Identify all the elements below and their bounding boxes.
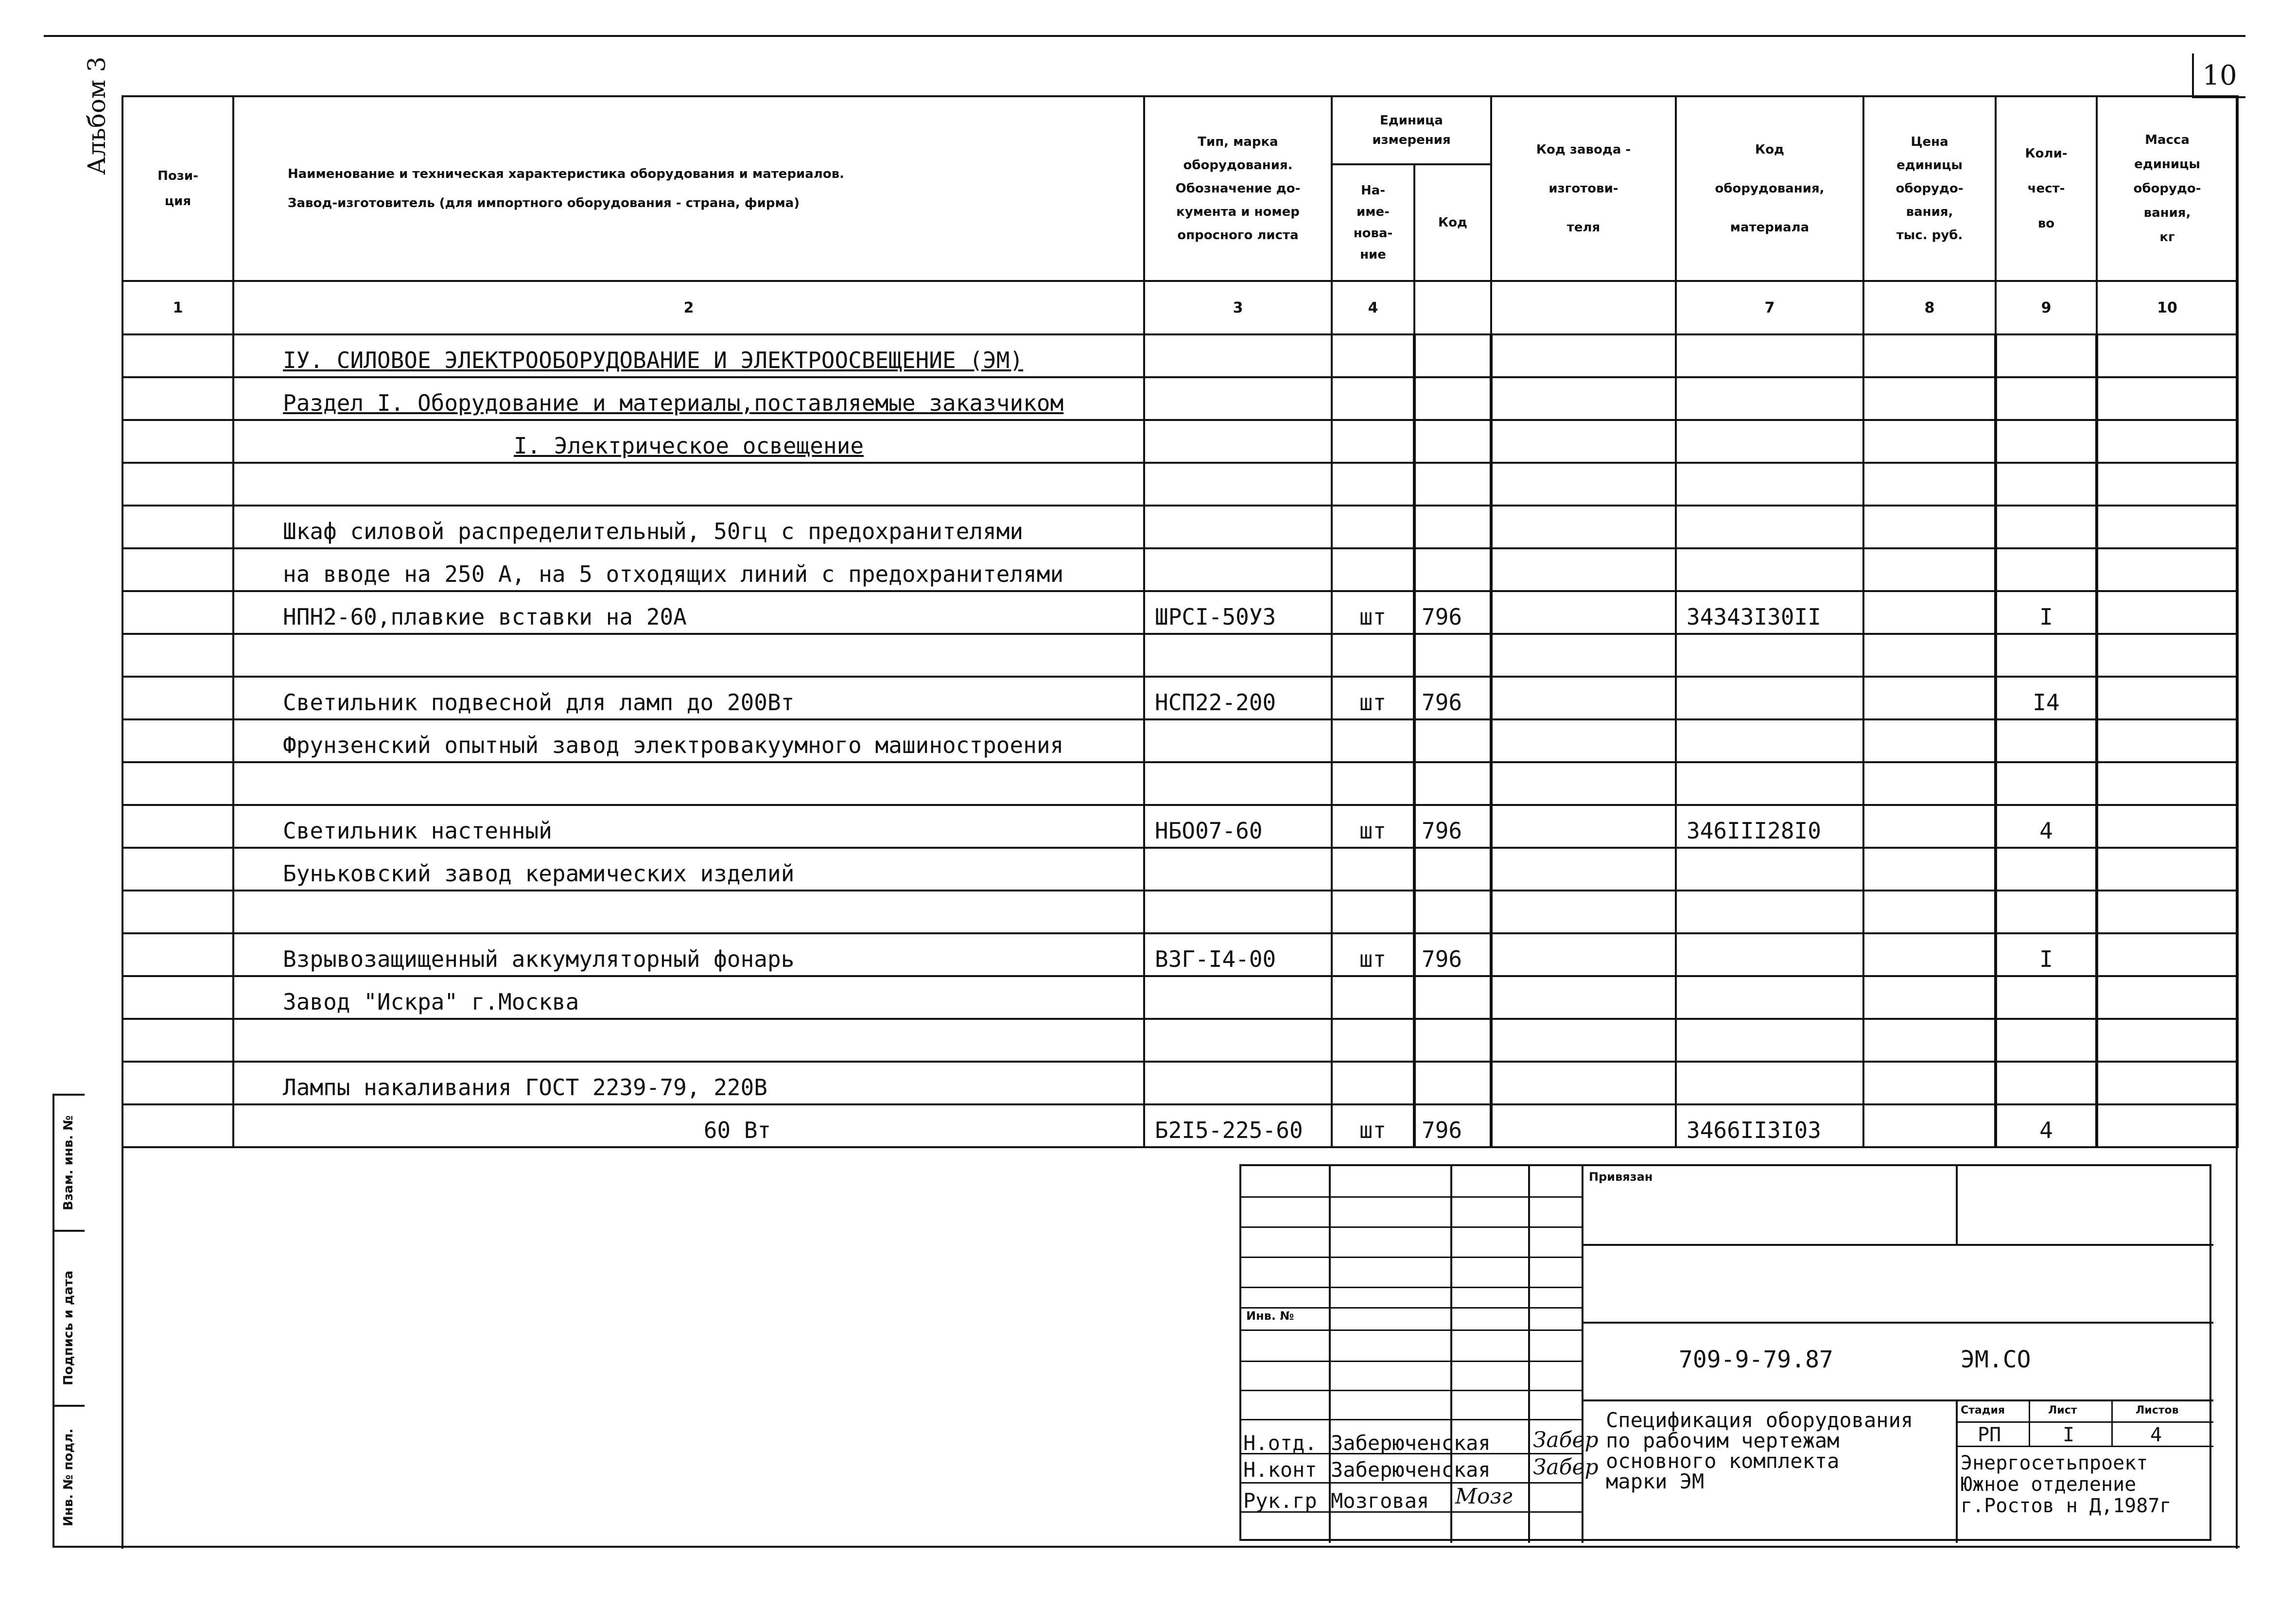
cell-type <box>1144 1062 1332 1104</box>
cell-price <box>1863 719 1996 762</box>
cell-type: Б2I5-225-60 <box>1144 1104 1332 1147</box>
table-row <box>122 634 2238 677</box>
cell-pos <box>122 1104 233 1147</box>
cell-mass <box>2097 891 2238 933</box>
cell-name <box>233 463 1144 506</box>
cell-plant <box>1491 334 1676 377</box>
cell-plant <box>1491 719 1676 762</box>
tb-line <box>1241 1329 1583 1331</box>
cell-name <box>233 1019 1144 1062</box>
tb-line <box>1582 1399 2213 1401</box>
staff-role: Рук.гр <box>1243 1489 1317 1513</box>
cell-name: Светильник настенный <box>233 805 1144 848</box>
inv-number-label: Инв. № <box>1246 1309 1294 1323</box>
staff-name: Мозговая <box>1331 1489 1429 1513</box>
cell-unit <box>1332 506 1414 548</box>
cell-name: Шкаф силовой распределительный, 50гц с предохранителями <box>233 506 1144 548</box>
cell-plant <box>1491 591 1676 634</box>
cell-code: 796 <box>1414 805 1491 848</box>
tb-line <box>1241 1307 1583 1309</box>
description-line: по рабочим чертежам <box>1606 1429 1840 1452</box>
tb-line <box>1241 1287 1583 1288</box>
header-plant-code: Код завода - изготови- теля <box>1491 96 1676 281</box>
header-unit-code: Код <box>1414 164 1491 281</box>
cell-unit <box>1332 719 1414 762</box>
header-position: Пози- ция <box>122 96 233 281</box>
cell-qty: I4 <box>1996 677 2097 719</box>
cell-qty <box>1996 634 2097 677</box>
tb-line <box>1582 1322 2213 1324</box>
header-unit: Единица измерения <box>1332 96 1491 164</box>
cell-price <box>1863 591 1996 634</box>
cell-mass <box>2097 420 2238 463</box>
organization-line: Энергосетьпроект <box>1961 1452 2148 1474</box>
cell-pos <box>122 591 233 634</box>
cell-mass <box>2097 506 2238 548</box>
table-row <box>122 762 2238 805</box>
cell-code <box>1414 1062 1491 1104</box>
tb-line <box>1582 1244 2213 1246</box>
cell-name: Завод "Искра" г.Москва <box>233 976 1144 1019</box>
cell-price <box>1863 548 1996 591</box>
cell-qty <box>1996 548 2097 591</box>
stage-value: РП <box>1978 1424 2001 1446</box>
cell-mass <box>2097 933 2238 976</box>
cell-mass <box>2097 634 2238 677</box>
header-name <box>233 96 1144 281</box>
cell-mcode <box>1676 506 1863 548</box>
cell-mass <box>2097 1019 2238 1062</box>
cell-name: НПН2-60,плавкие вставки на 20А <box>233 591 1144 634</box>
cell-mcode <box>1676 334 1863 377</box>
cell-mcode: 3466II3I03 <box>1676 1104 1863 1147</box>
table-row <box>122 976 2238 1019</box>
tb-line <box>1241 1226 1583 1228</box>
cell-type <box>1144 548 1332 591</box>
cell-pos <box>122 891 233 933</box>
cell-mass <box>2097 719 2238 762</box>
cell-price <box>1863 976 1996 1019</box>
cell-code <box>1414 548 1491 591</box>
cell-type: НБО07-60 <box>1144 805 1332 848</box>
cell-unit <box>1332 634 1414 677</box>
sheet-label: Лист <box>2048 1404 2077 1416</box>
cell-type: ШРСI-50УЗ <box>1144 591 1332 634</box>
cell-code <box>1414 463 1491 506</box>
cell-mass <box>2097 805 2238 848</box>
cell-pos <box>122 805 233 848</box>
cell-code: 796 <box>1414 677 1491 719</box>
cell-mcode <box>1676 762 1863 805</box>
cell-code <box>1414 1019 1491 1062</box>
cell-mass <box>2097 463 2238 506</box>
cell-code <box>1414 762 1491 805</box>
cell-qty: 4 <box>1996 805 2097 848</box>
cell-unit: шт <box>1332 591 1414 634</box>
column-number: 1 <box>122 281 233 334</box>
cell-price <box>1863 420 1996 463</box>
cell-unit <box>1332 334 1414 377</box>
cell-plant <box>1491 762 1676 805</box>
cell-plant <box>1491 420 1676 463</box>
cell-mcode <box>1676 976 1863 1019</box>
cell-plant <box>1491 976 1676 1019</box>
tb-line <box>1956 1166 1958 1244</box>
cell-qty <box>1996 762 2097 805</box>
signature: Забер <box>1533 1455 1599 1480</box>
side-cell-original-inv: Инв. № подл. <box>61 1428 76 1526</box>
cell-mcode: 34343I30II <box>1676 591 1863 634</box>
organization-line: г.Ростов н Д,1987г <box>1961 1495 2172 1517</box>
header-equipment-code: Код оборудования, материала <box>1676 96 1863 281</box>
description-line: основного комплекта <box>1606 1449 1840 1473</box>
tb-line <box>2111 1399 2113 1446</box>
document-mark: ЭМ.СО <box>1961 1346 2031 1373</box>
table-row <box>122 334 2238 377</box>
cell-type <box>1144 1019 1332 1062</box>
column-number: 7 <box>1676 281 1863 334</box>
header-unit-name: На- име- нова- ние <box>1332 164 1414 281</box>
cell-pos <box>122 377 233 420</box>
tb-line <box>1956 1421 2213 1423</box>
table-row <box>122 719 2238 762</box>
cell-price <box>1863 377 1996 420</box>
cell-unit: шт <box>1332 933 1414 976</box>
tb-line <box>1241 1257 1583 1258</box>
cell-mcode <box>1676 677 1863 719</box>
cell-unit <box>1332 548 1414 591</box>
staff-role: Н.отд. <box>1243 1431 1317 1455</box>
cell-name: Раздел I. Оборудование и материалы,поставляемые заказчиком <box>233 377 1144 420</box>
cell-mass <box>2097 1062 2238 1104</box>
cell-qty <box>1996 719 2097 762</box>
header-type: Тип, марка оборудования. Обозначение до- кумента и номер опросного листа <box>1144 96 1332 281</box>
cell-name <box>233 634 1144 677</box>
side-strip <box>52 1094 85 1548</box>
cell-pos <box>122 548 233 591</box>
table-row <box>122 805 2238 848</box>
cell-qty <box>1996 891 2097 933</box>
cell-qty <box>1996 506 2097 548</box>
cell-qty: I <box>1996 933 2097 976</box>
cell-qty <box>1996 420 2097 463</box>
table-row <box>122 848 2238 891</box>
cell-mcode <box>1676 1019 1863 1062</box>
cell-name: Светильник подвесной для ламп до 200Вт <box>233 677 1144 719</box>
tb-line <box>1528 1166 1530 1543</box>
cell-type <box>1144 334 1332 377</box>
header-quantity: Коли- чест- во <box>1996 96 2097 281</box>
cell-price <box>1863 463 1996 506</box>
specification-table <box>122 95 2239 1148</box>
cell-pos <box>122 420 233 463</box>
cell-plant <box>1491 805 1676 848</box>
cell-price <box>1863 933 1996 976</box>
tb-line <box>1241 1361 1583 1362</box>
cell-plant <box>1491 463 1676 506</box>
cell-price <box>1863 848 1996 891</box>
cell-type <box>1144 420 1332 463</box>
cell-qty: 4 <box>1996 1104 2097 1147</box>
cell-mcode <box>1676 548 1863 591</box>
organization-line: Южное отделение <box>1961 1473 2137 1496</box>
cell-mcode <box>1676 463 1863 506</box>
tb-line <box>1241 1196 1583 1198</box>
cell-unit <box>1332 1019 1414 1062</box>
column-number: 8 <box>1863 281 1996 334</box>
cell-unit: шт <box>1332 1104 1414 1147</box>
cell-qty <box>1996 1019 2097 1062</box>
signature: Мозг <box>1455 1484 1513 1509</box>
header-price: Цена единицы оборудо- вания, тыс. руб. <box>1863 96 1996 281</box>
cell-mcode <box>1676 420 1863 463</box>
side-cell-replaced-inv: Взам. инв. № <box>54 1096 85 1232</box>
cell-unit <box>1332 762 1414 805</box>
cell-price <box>1863 634 1996 677</box>
cell-price <box>1863 1062 1996 1104</box>
cell-unit: шт <box>1332 805 1414 848</box>
cell-name: Буньковский завод керамических изделий <box>233 848 1144 891</box>
header-mass: Масса единицы оборудо- вания, кг <box>2097 96 2238 281</box>
cell-price <box>1863 334 1996 377</box>
cell-unit <box>1332 420 1414 463</box>
cell-price <box>1863 1104 1996 1147</box>
cell-qty <box>1996 377 2097 420</box>
cell-mass <box>2097 976 2238 1019</box>
cell-code <box>1414 334 1491 377</box>
table-row <box>122 591 2238 634</box>
stage-label: Стадия <box>1961 1404 2005 1416</box>
cell-type <box>1144 976 1332 1019</box>
cell-plant <box>1491 848 1676 891</box>
cell-plant <box>1491 377 1676 420</box>
cell-type <box>1144 634 1332 677</box>
cell-type: НСП22-200 <box>1144 677 1332 719</box>
table-row <box>122 377 2238 420</box>
cell-code <box>1414 848 1491 891</box>
cell-mcode <box>1676 1062 1863 1104</box>
table-row <box>122 463 2238 506</box>
cell-pos <box>122 1019 233 1062</box>
cell-plant <box>1491 1104 1676 1147</box>
cell-mcode: 346III28I0 <box>1676 805 1863 848</box>
table-row <box>122 548 2238 591</box>
description-line: Спецификация оборудования <box>1606 1408 1913 1432</box>
cell-qty <box>1996 976 2097 1019</box>
cell-pos <box>122 334 233 377</box>
cell-pos <box>122 848 233 891</box>
cell-qty <box>1996 848 2097 891</box>
cell-code <box>1414 377 1491 420</box>
cell-mass <box>2097 848 2238 891</box>
cell-plant <box>1491 933 1676 976</box>
cell-mcode <box>1676 933 1863 976</box>
cell-unit <box>1332 976 1414 1019</box>
cell-price <box>1863 1019 1996 1062</box>
cell-mass <box>2097 1104 2238 1147</box>
cell-mcode <box>1676 377 1863 420</box>
cell-mcode <box>1676 848 1863 891</box>
document-code: 709-9-79.87 <box>1679 1346 1833 1373</box>
cell-price <box>1863 762 1996 805</box>
cell-pos <box>122 976 233 1019</box>
cell-qty <box>1996 334 2097 377</box>
cell-pos <box>122 634 233 677</box>
cell-name <box>233 762 1144 805</box>
staff-name: Заберюченская <box>1331 1458 1491 1482</box>
cell-mass <box>2097 591 2238 634</box>
cell-pos <box>122 762 233 805</box>
top-border-line <box>44 35 2245 37</box>
tb-line <box>1241 1419 1583 1420</box>
cell-code <box>1414 634 1491 677</box>
cell-code <box>1414 420 1491 463</box>
tb-line <box>1241 1390 1583 1391</box>
table-row <box>122 506 2238 548</box>
cell-code: 796 <box>1414 1104 1491 1147</box>
cell-name: Лампы накаливания ГОСТ 2239-79, 220В <box>233 1062 1144 1104</box>
table-row <box>122 933 2238 976</box>
cell-code: 796 <box>1414 591 1491 634</box>
cell-qty <box>1996 463 2097 506</box>
cell-plant <box>1491 634 1676 677</box>
cell-plant <box>1491 891 1676 933</box>
privyazan-label: Привязан <box>1589 1170 1653 1184</box>
tb-line <box>1450 1166 1452 1543</box>
table-row <box>122 677 2238 719</box>
sheets-label: Листов <box>2136 1404 2179 1416</box>
header-name-line2: Завод-изготовитель (для импортного оборудования - страна, фирма) <box>288 196 800 210</box>
staff-name: Заберюченская <box>1331 1431 1491 1455</box>
title-block <box>1239 1164 2211 1541</box>
signature: Забер <box>1533 1428 1599 1452</box>
cell-name <box>233 891 1144 933</box>
cell-price <box>1863 506 1996 548</box>
cell-type <box>1144 463 1332 506</box>
description-line: марки ЭМ <box>1606 1469 1705 1493</box>
cell-code <box>1414 719 1491 762</box>
cell-type <box>1144 719 1332 762</box>
cell-mass <box>2097 677 2238 719</box>
cell-code <box>1414 891 1491 933</box>
tb-line <box>2029 1399 2030 1446</box>
cell-name: Взрывозащищенный аккумуляторный фонарь <box>233 933 1144 976</box>
table-row <box>122 1019 2238 1062</box>
cell-name: на вводе на 250 А, на 5 отходящих линий с предохранителями <box>233 548 1144 591</box>
specification-body <box>122 281 2238 1147</box>
column-number: 9 <box>1996 281 2097 334</box>
table-row <box>122 420 2238 463</box>
cell-qty: I <box>1996 591 2097 634</box>
side-cell-signature-date: Подпись и дата <box>54 1232 85 1407</box>
cell-plant <box>1491 548 1676 591</box>
cell-mass <box>2097 334 2238 377</box>
bottom-frame-line <box>52 1546 2240 1548</box>
column-number: 4 <box>1332 281 1414 334</box>
column-number <box>1491 281 1676 334</box>
cell-plant <box>1491 1062 1676 1104</box>
cell-unit <box>1332 463 1414 506</box>
cell-pos <box>122 677 233 719</box>
cell-unit <box>1332 891 1414 933</box>
cell-unit <box>1332 1062 1414 1104</box>
cell-mcode <box>1676 719 1863 762</box>
cell-code: 796 <box>1414 933 1491 976</box>
cell-price <box>1863 677 1996 719</box>
cell-type <box>1144 848 1332 891</box>
cell-pos <box>122 1062 233 1104</box>
staff-role: Н.конт <box>1243 1458 1317 1482</box>
cell-name: Фрунзенский опытный завод электровакуумного машиностроения <box>233 719 1144 762</box>
cell-unit <box>1332 848 1414 891</box>
cell-pos <box>122 933 233 976</box>
cell-mass <box>2097 762 2238 805</box>
column-number: 3 <box>1144 281 1332 334</box>
cell-type <box>1144 506 1332 548</box>
table-row <box>122 1104 2238 1147</box>
tb-line <box>1241 1482 1583 1484</box>
cell-type <box>1144 377 1332 420</box>
tb-line <box>1329 1166 1331 1543</box>
cell-name: IУ. СИЛОВОЕ ЭЛЕКТРООБОРУДОВАНИЕ И ЭЛЕКТРООСВЕЩЕНИЕ (ЭМ) <box>233 334 1144 377</box>
column-number: 2 <box>233 281 1144 334</box>
cell-name: 60 Вт <box>233 1104 1144 1147</box>
sheet-value: I <box>2063 1424 2075 1446</box>
album-label: Альбом 3 <box>83 56 111 175</box>
column-number-row <box>122 281 2238 334</box>
cell-type <box>1144 891 1332 933</box>
cell-pos <box>122 463 233 506</box>
cell-plant <box>1491 506 1676 548</box>
cell-mcode <box>1676 634 1863 677</box>
cell-mass <box>2097 377 2238 420</box>
cell-plant <box>1491 677 1676 719</box>
column-number: 10 <box>2097 281 2238 334</box>
cell-price <box>1863 805 1996 848</box>
cell-mcode <box>1676 891 1863 933</box>
cell-unit <box>1332 377 1414 420</box>
cell-code <box>1414 976 1491 1019</box>
cell-type: ВЗГ-I4-00 <box>1144 933 1332 976</box>
cell-type <box>1144 762 1332 805</box>
cell-unit: шт <box>1332 677 1414 719</box>
cell-qty <box>1996 1062 2097 1104</box>
table-row <box>122 891 2238 933</box>
cell-code <box>1414 506 1491 548</box>
cell-pos <box>122 506 233 548</box>
page-number: 10 <box>2192 53 2245 98</box>
cell-plant <box>1491 1019 1676 1062</box>
tb-line <box>1582 1166 1583 1543</box>
cell-name: I. Электрическое освещение <box>233 420 1144 463</box>
cell-price <box>1863 891 1996 933</box>
cell-mass <box>2097 548 2238 591</box>
header-name-line1: Наименование и техническая характеристика оборудования и материалов. <box>288 167 845 181</box>
column-number <box>1414 281 1491 334</box>
sheets-value: 4 <box>2150 1424 2162 1446</box>
table-row <box>122 1062 2238 1104</box>
cell-pos <box>122 719 233 762</box>
